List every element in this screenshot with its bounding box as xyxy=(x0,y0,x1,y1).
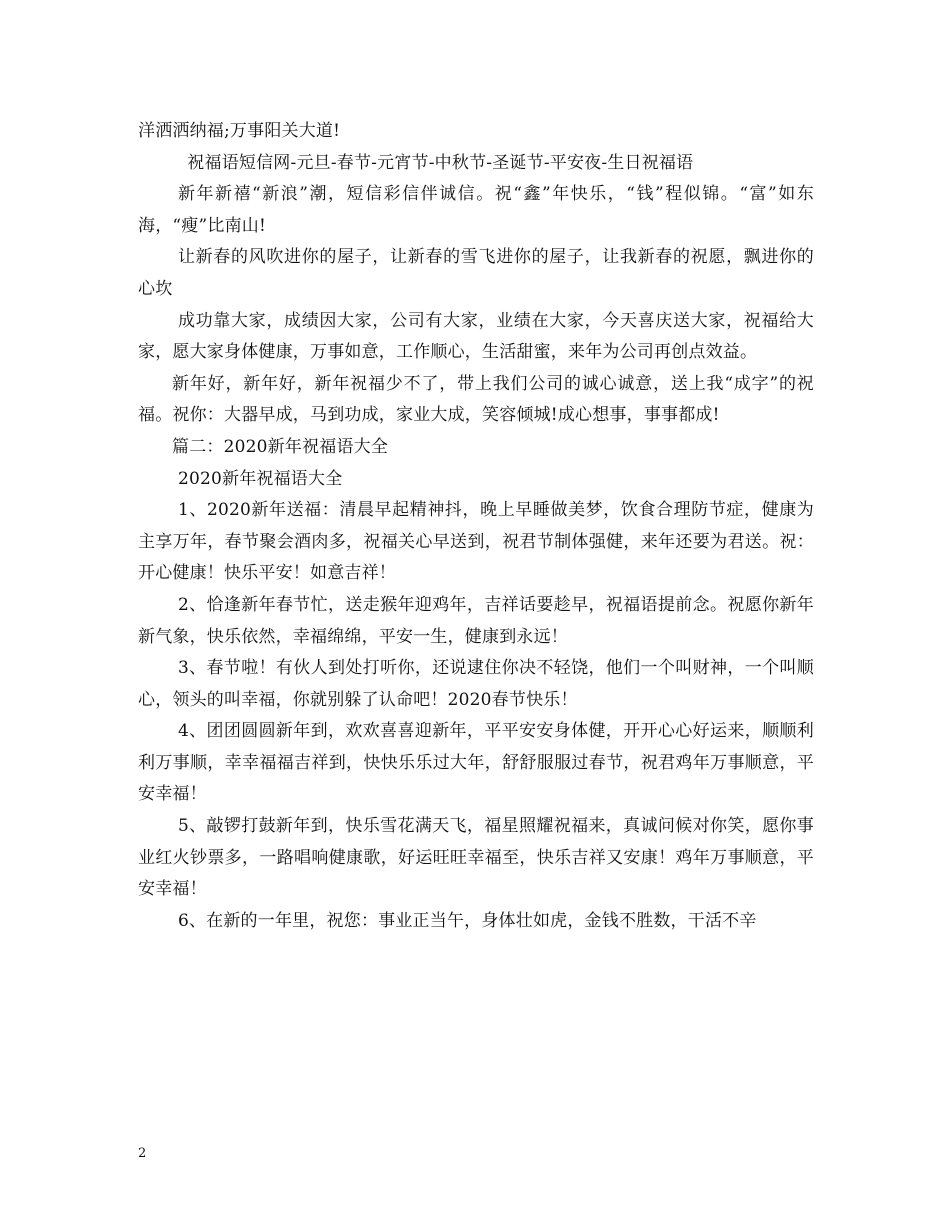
paragraph-blessing-1: 新年新禧“新浪”潮，短信彩信伴诚信。祝“鑫”年快乐，“钱”程似锦。“富”如东海，“瘦”比南山! xyxy=(138,184,814,236)
page-number: 2 xyxy=(138,1146,147,1161)
list-item: 6、在新的一年里，祝您：事业正当午，身体壮如虎，金钱不胜数，干活不辛 xyxy=(177,910,757,931)
document-body xyxy=(138,116,814,937)
paragraph-blessing-2: 让新春的风吹进你的屋子，让新春的雪飞进你的屋子，让我新春的祝愿，飘进你的心坎 xyxy=(138,247,814,299)
list-item: 3、春节啦！有伙人到处打听你，还说逮住你决不轻饶，他们一个叫财神，一个叫顺心，领头的叫幸福，你就别躲了认命吧！2020春节快乐！ xyxy=(138,658,814,710)
list-item: 5、敲锣打鼓新年到，快乐雪花满天飞，福星照耀祝福来，真诚问候对你笑，愿你事业红火钞票多，一路唱响健康歌，好运旺旺幸福至，快乐吉祥又安康！鸡年万事顺意，平安幸福！ xyxy=(138,816,814,900)
list-item: 1、2020新年送福：清晨早起精神抖，晚上早睡做美梦，饮食合理防节症，健康为主享万年，春节聚会酒肉多，祝福关心早送到，祝君节制体强健，来年还要为君送。祝：开心健康！快乐平安！如意吉祥！ xyxy=(138,500,814,584)
paragraph-blessing-4: 新年好，新年好，新年祝福少不了，带上我们公司的诚心诚意，送上我“成字”的祝福。祝你：大器早成，马到功成，家业大成，笑容倾城!成心想事，事事都成! xyxy=(138,373,814,426)
paragraph-continuation: 洋洒洒纳福;万事阳关大道! xyxy=(138,121,341,141)
section-subtitle: 2020新年祝福语大全 xyxy=(177,468,343,489)
list-item: 4、团团圆圆新年到，欢欢喜喜迎新年，平平安安身体健，开开心心好运来，顺顺利利万事顺，幸幸福福吉祥到，快快乐乐过大年，舒舒服服过春节，祝君鸡年万事顺意，平安幸福！ xyxy=(138,721,814,805)
paragraph-site-title: 祝福语短信网-元旦-春节-元宵节-中秋节-圣诞节-平安夜-生日祝福语 xyxy=(187,152,694,173)
paragraph-blessing-3: 成功靠大家，成绩因大家，公司有大家，业绩在大家，今天喜庆送大家，祝福给大家，愿大家身体健康，万事如意，工作顺心，生活甜蜜，来年为公司再创点效益。 xyxy=(138,310,814,363)
list-item: 2、恰逢新年春节忙，送走猴年迎鸡年，吉祥话要趁早，祝福语提前念。祝愿你新年新气象，快乐依然，幸福绵绵，平安一生，健康到永远！ xyxy=(138,594,814,647)
section-heading: 篇二：2020新年祝福语大全 xyxy=(172,436,389,457)
